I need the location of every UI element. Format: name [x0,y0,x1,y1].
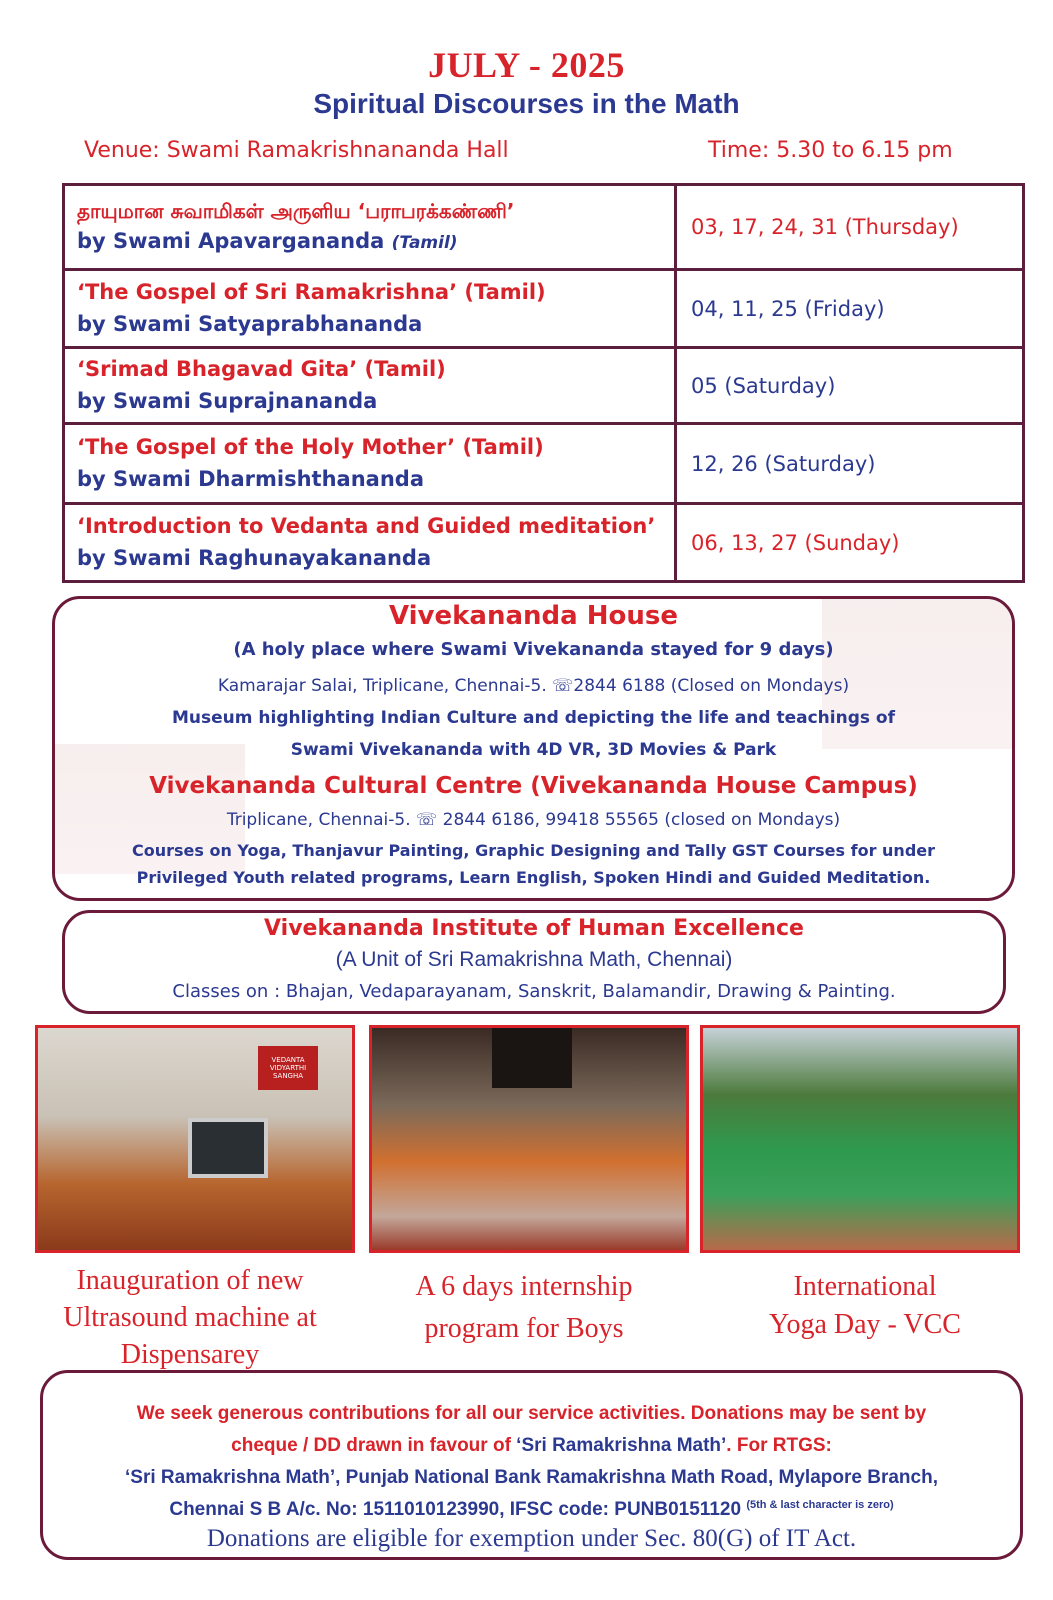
discourse-schedule-table [62,183,1025,583]
venue-label: Venue: Swami Ramakrishnananda Hall [84,138,509,163]
schedule-row [64,348,1024,424]
internship-photo [369,1025,689,1253]
institute-subtitle: (A Unit of Sri Ramakrishna Math, Chennai) [335,948,733,971]
institute-title: Vivekananda Institute of Human Excellence [264,916,804,941]
photo-caption [35,1263,345,1374]
talk-cell [64,424,676,504]
caption-line: Inauguration of new [76,1265,304,1296]
institute-box [62,910,1006,1014]
talk-cell [64,270,676,348]
talk-speaker: by Swami Suprajnananda [77,388,378,413]
donation-appeal-line: We seek generous contributions for all our service activities. Donations may be sent by [136,1403,927,1424]
photo-caption [369,1266,679,1350]
museum-description-line: Museum highlighting Indian Culture and depicting the life and teachings of [172,708,895,728]
month-title: JULY - 2025 [428,45,625,85]
caption-line: A 6 days internship [415,1271,633,1302]
schedule-row [64,504,1024,582]
donation-text: . For RTGS: [726,1435,832,1456]
talk-dates: 06, 13, 27 (Sunday) [676,504,1024,582]
doorway-shape [492,1028,572,1088]
page-subtitle: Spiritual Discourses in the Math [313,88,740,119]
courses-line: Privileged Youth related programs, Learn English, Spoken Hindi and Guided Meditation. [136,868,931,887]
caption-line: Yoga Day - VCC [769,1308,961,1340]
talk-dates: 05 (Saturday) [676,348,1024,424]
ifsc-note: (5th & last character is zero) [746,1499,894,1511]
talk-speaker: by Swami Raghunayakananda [77,545,432,570]
museum-description-line: Swami Vivekananda with 4D VR, 3D Movies & Park [290,740,777,760]
caption-line: program for Boys [424,1313,624,1344]
speaker-name: by Swami Apavargananda [77,229,385,254]
talk-title: ‘Srimad Bhagavad Gita’ (Tamil) [77,357,446,381]
talk-dates: 03, 17, 24, 31 (Thursday) [676,185,1024,270]
vivekananda-house-box [52,596,1015,901]
caption-line: Ultrasound machine at [63,1301,317,1333]
schedule-row [64,185,1024,270]
talk-title: தாயுமான சுவாமிகள் அருளிய ‘பராபரக்கண்ணி’ [77,199,515,224]
donation-text: cheque / DD drawn in favour of [231,1435,517,1456]
cultural-centre-address: Triplicane, Chennai-5. ☏ 2844 6186, 99418 55565 (closed on Mondays) [226,810,841,830]
talk-speaker [77,226,662,258]
schedule-row [64,424,1024,504]
photo-caption [710,1268,1020,1344]
institute-classes: Classes on : Bhajan, Vedaparayanam, Sanskrit, Balamandir, Drawing & Painting. [172,981,896,1002]
talk-title: ‘The Gospel of Sri Ramakrishna’ (Tamil) [77,280,546,304]
talk-cell [64,504,676,582]
ultrasound-inauguration-photo [35,1025,355,1253]
account-number: Chennai S B A/c. No: 1511010123990, IFSC code: PUNB0151120 [169,1499,742,1520]
monitor-shape [188,1118,268,1178]
talk-title: ‘Introduction to Vedanta and Guided meditation’ [77,514,656,538]
talk-title: ‘The Gospel of the Holy Mother’ (Tamil) [77,435,544,459]
cultural-centre-title: Vivekananda Cultural Centre (Vivekananda House Campus) [149,773,918,799]
talk-speaker: by Swami Dharmishthananda [77,466,424,491]
donation-appeal-line [43,1435,1020,1457]
vivekananda-house-address: Kamarajar Salai, Triplicane, Chennai-5. ☏2844 6188 (Closed on Mondays) [217,676,850,696]
talk-dates: 12, 26 (Saturday) [676,424,1024,504]
vivekananda-house-title: Vivekananda House [388,601,678,631]
language-tag: (Tamil) [391,233,458,254]
account-details-line [43,1499,1020,1521]
payee-name: ‘Sri Ramakrishna Math’ [516,1435,727,1456]
bank-details-line: ‘Sri Ramakrishna Math’, Punjab National Bank Ramakrishna Math Road, Mylapore Branch, [125,1467,938,1488]
sign-board: VEDANTA VIDYARTHI SANGHA [258,1046,318,1090]
vivekananda-house-tagline: (A holy place where Swami Vivekananda stayed for 9 days) [233,639,834,660]
tax-exemption-note: Donations are eligible for exemption under Sec. 80(G) of IT Act. [206,1525,857,1552]
courses-line: Courses on Yoga, Thanjavur Painting, Graphic Designing and Tally GST Courses for under [131,841,936,860]
caption-line: International [793,1271,937,1302]
talk-cell [64,348,676,424]
yoga-day-photo [700,1025,1020,1253]
time-label: Time: 5.30 to 6.15 pm [708,138,953,163]
talk-cell [64,185,676,270]
donation-box [40,1370,1023,1560]
schedule-row [64,270,1024,348]
caption-line: Dispensarey [120,1338,260,1370]
talk-dates: 04, 11, 25 (Friday) [676,270,1024,348]
talk-speaker: by Swami Satyaprabhananda [77,311,423,336]
